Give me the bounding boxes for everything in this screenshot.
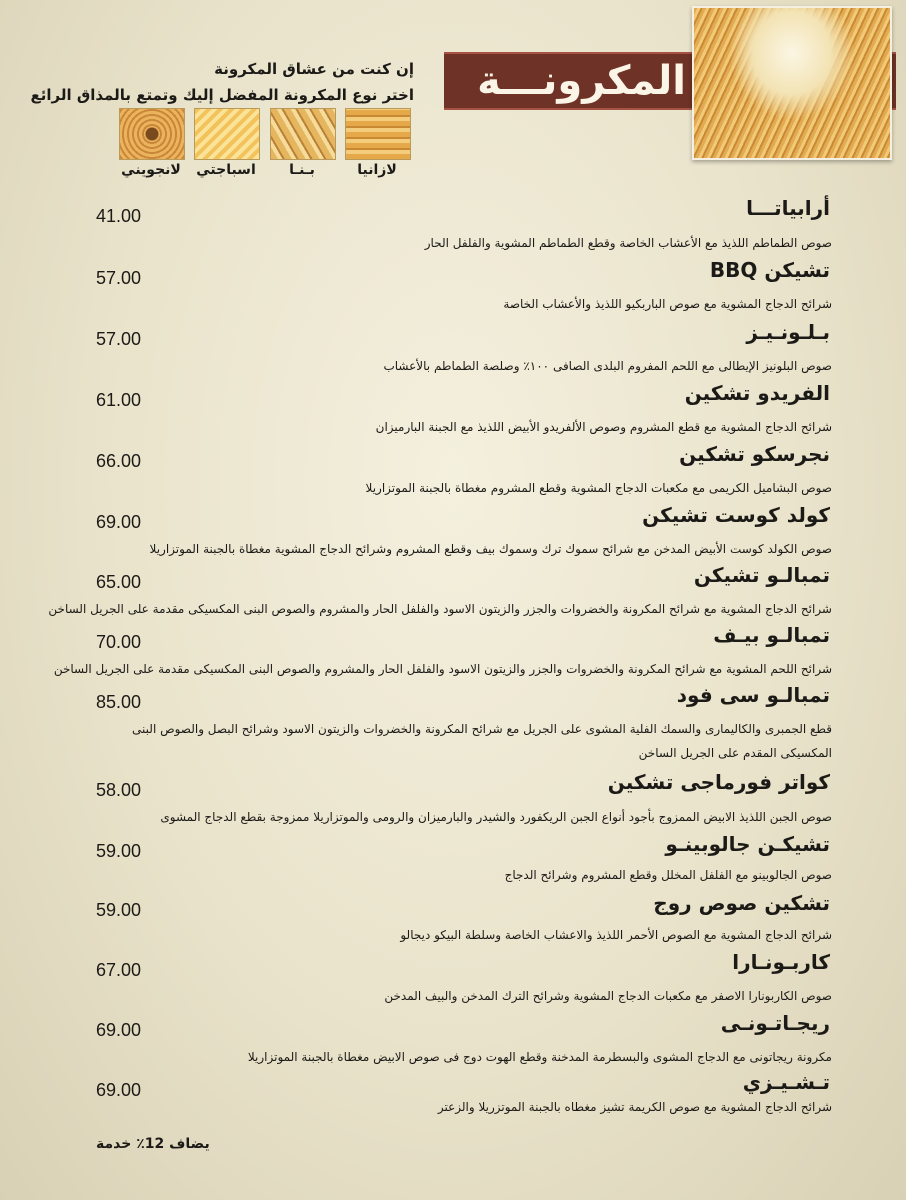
menu-item-description: صوص البلونيز الإيطالى مع اللحم المفروم البلدى الصافى ١٠٠٪ وصلصة الطماطم بالأعشاب — [383, 359, 832, 373]
menu-item-price: 65.00 — [96, 572, 142, 592]
menu-item-description: مكرونة ريجاتونى مع الدجاج المشوى والبسطرمة المدخنة وقطع الهوت دوج فى صوص الابيض مغطاة بالجبنة الموتزاريلا — [247, 1050, 832, 1064]
menu-item-description: صوص الكولد كوست الأبيض المدخن مع شرائح سموك ترك وسموك بيف وقطع المشروم وشرائح الدجاج المشوية مغطاة بالجبنة الموتزاريلا — [149, 542, 832, 556]
lasagna-image — [345, 108, 411, 160]
menu-item-name: نجرسكو تشكين — [679, 442, 830, 466]
menu-item-price: 59.00 — [96, 841, 142, 861]
menu-item-price: 70.00 — [96, 632, 142, 652]
menu-item-description: شرائح الدجاج المشوية مع الصوص الأحمر اللذيذ والاعشاب الخاصة وسلطة البيكو ديجالو — [400, 928, 832, 942]
menu-item-price: 69.00 — [96, 512, 142, 532]
menu-item-name: تـشـيـزي — [742, 1070, 830, 1094]
menu-item-description: صوص البشاميل الكريمى مع مكعبات الدجاج المشوية وقطع المشروم مغطاة بالجبنة الموتزاريلا — [365, 481, 832, 495]
menu-item-description: شرائح اللحم المشوية مع شرائح المكرونة والخضروات والجزر والزيتون الاسود والفلفل الحار والمشروم والصوص البنى المكسيكى مقدمة على الجريل الساخن — [53, 662, 832, 676]
menu-item-price: 57.00 — [96, 329, 142, 349]
menu-item-name: كواتر فورماجى تشكين — [607, 770, 830, 794]
intro-line-2: اختر نوع المكرونة المفضل إليك وتمتع بالمذاق الرائع — [30, 86, 414, 104]
menu-item-price: 57.00 — [96, 268, 142, 288]
menu-item-price: 85.00 — [96, 692, 142, 712]
pasta-type-label: بـنـا — [289, 162, 315, 178]
menu-item-name: تشكين صوص روج — [653, 891, 830, 915]
pasta-type-label: اسباجتي — [196, 162, 256, 178]
menu-item-description: شرائح الدجاج المشوية مع صوص الكريمة تشيز مغطاه بالجبنة الموتزريلا والزعتر — [437, 1100, 832, 1114]
penne-image — [270, 108, 336, 160]
menu-item-name: بـلـونـيـز — [746, 320, 830, 344]
pasta-hero-image — [692, 6, 892, 160]
menu-item-name: كولد كوست تشيكن — [642, 503, 830, 527]
menu-item-name: تمبالـو سى فود — [676, 683, 830, 707]
service-charge-note: يضاف 12٪ خدمة — [96, 1136, 210, 1152]
page-title: المكرونـــة — [477, 58, 686, 104]
menu-item-name: تمبالـو بيـف — [713, 623, 830, 647]
menu-item-description: صوص الجبن اللذيذ الابيض الممزوج بأجود أنواع الجبن الريكفورد والشيدر والبارميزان والرومى والموتزاريلا ممزوجة بقطع الدجاج المشوى — [160, 810, 832, 824]
menu-item-name: أرابياتـــا — [746, 196, 830, 220]
menu-item-price: 69.00 — [96, 1080, 142, 1100]
menu-item-price: 69.00 — [96, 1020, 142, 1040]
menu-item-description: المكسيكى المقدم على الجريل الساخن — [638, 746, 832, 760]
menu-item-price: 61.00 — [96, 390, 142, 410]
intro-line-1: إن كنت من عشاق المكرونة — [214, 60, 414, 78]
menu-item-name: تشيكـن جالوبينـو — [665, 832, 830, 856]
menu-item-price: 41.00 — [96, 206, 142, 226]
linguine-image — [119, 108, 185, 160]
menu-item-price: 59.00 — [96, 900, 142, 920]
pasta-type-label: لازانيا — [357, 162, 397, 178]
menu-item-name: تشيكن BBQ — [709, 258, 830, 282]
menu-item-name: ريجـاتـونـى — [720, 1011, 830, 1035]
menu-item-description: شرائح الدجاج المشوية مع قطع المشروم وصوص الألفريدو الأبيض اللذيذ مع الجبنة البارميزان — [375, 420, 832, 434]
menu-item-price: 66.00 — [96, 451, 142, 471]
pasta-type-label: لانجويني — [121, 162, 181, 178]
menu-item-name: الفريدو تشكين — [684, 381, 830, 405]
menu-item-description: صوص الجالوبينو مع الفلفل المخلل وقطع المشروم وشرائح الدجاج — [504, 868, 832, 882]
menu-item-description: صوص الطماطم اللذيذ مع الأعشاب الخاصة وقطع الطماطم المشوية والفلفل الحار — [424, 236, 832, 250]
menu-item-price: 58.00 — [96, 780, 142, 800]
menu-item-name: تمبالـو تشيكن — [693, 563, 830, 587]
menu-item-name: كاربـونـارا — [732, 950, 830, 974]
menu-item-description: قطع الجمبرى والكاليمارى والسمك الفلية المشوى على الجريل مع شرائح المكرونة والخضروات والزيتون الاسود وشرائح البصل والصوص البنى — [132, 722, 832, 736]
spaghetti-image — [194, 108, 260, 160]
menu-item-description: شرائح الدجاج المشوية مع شرائح المكرونة والخضروات والجزر والزيتون الاسود والفلفل الحار والمشروم والصوص البنى المكسيكى مقدمة على الجريل الساخن — [48, 602, 832, 616]
menu-item-description: صوص الكاربونارا الاصفر مع مكعبات الدجاج المشوية وشرائح الترك المدخن والبيف المدخن — [384, 989, 832, 1003]
menu-item-description: شرائح الدجاج المشوية مع صوص الباربكيو اللذيذ والأعشاب الخاصة — [503, 297, 832, 311]
menu-item-price: 67.00 — [96, 960, 142, 980]
